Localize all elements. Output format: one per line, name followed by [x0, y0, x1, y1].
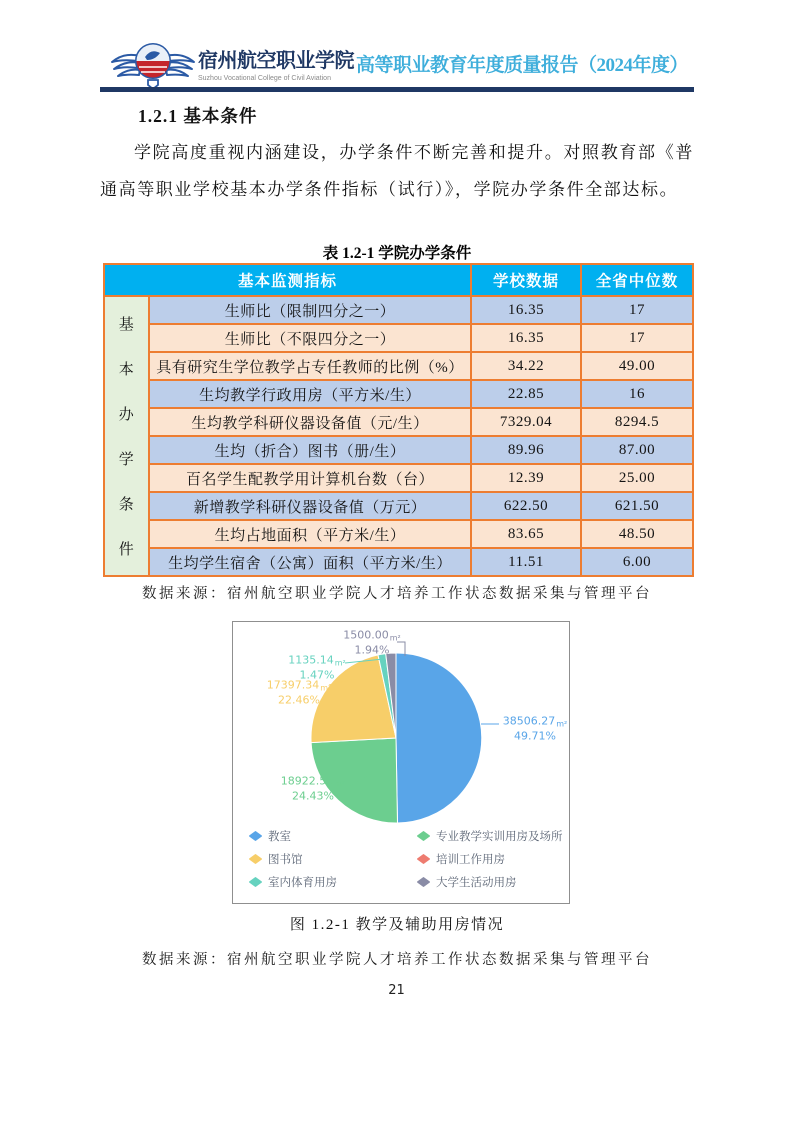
figure-caption: 图 1.2-1 教学及辅助用房情况: [289, 917, 505, 933]
college-name: 宿州航空职业学院: [198, 50, 354, 72]
pie-slice-label: 1500.00m² 1.94%: [343, 628, 401, 657]
legend-item: [417, 874, 563, 890]
indicator-cell: 具有研究生学位教学占专任教师的比例（%）: [149, 352, 471, 380]
province-median-cell: 17: [581, 296, 693, 324]
indicator-cell: 生师比（限制四分之一）: [149, 296, 471, 324]
legend-label: 室内体育用房: [268, 875, 337, 889]
school-data-cell: 11.51: [471, 548, 581, 576]
legend-item: [249, 851, 417, 867]
province-median-cell: 621.50: [581, 492, 693, 520]
province-median-cell: 8294.5: [581, 408, 693, 436]
table-row: [104, 436, 693, 464]
legend-label: 教室: [268, 829, 291, 843]
province-median-cell: 48.50: [581, 520, 693, 548]
pie-chart-figure: [232, 621, 570, 904]
province-median-cell: 87.00: [581, 436, 693, 464]
figure-data-source: 数据来源：宿州航空职业学院人才培养工作状态数据采集与管理平台: [142, 952, 652, 968]
header-divider: [100, 87, 694, 92]
indicator-cell: 生均教学行政用房（平方米/生）: [149, 380, 471, 408]
pie-slice-label: 17397.34m² 22.46%: [266, 678, 332, 707]
indicator-cell: 新增教学科研仪器设备值（万元）: [149, 492, 471, 520]
legend-marker-icon: [417, 877, 430, 887]
school-data-cell: 7329.04: [471, 408, 581, 436]
college-name-english: Suzhou Vocational College of Civil Aviation: [198, 75, 331, 82]
table-caption: 表 1.2-1 学院办学条件: [322, 245, 472, 262]
column-header-indicator: 基本监测指标: [104, 264, 471, 296]
table-row: [104, 296, 693, 324]
column-header-province-median: 全省中位数: [581, 264, 693, 296]
indicator-cell: 生师比（不限四分之一）: [149, 324, 471, 352]
school-data-cell: 89.96: [471, 436, 581, 464]
section-heading: 1.2.1 基本条件: [138, 106, 258, 126]
legend-item: [249, 874, 417, 890]
column-header-school-data: 学校数据: [471, 264, 581, 296]
province-median-cell: 17: [581, 324, 693, 352]
table-row: [104, 324, 693, 352]
college-name-block: [198, 44, 378, 82]
table-header-row: [104, 264, 693, 296]
school-data-cell: 22.85: [471, 380, 581, 408]
legend-marker-icon: [249, 877, 262, 887]
school-data-cell: 622.50: [471, 492, 581, 520]
table-row: [104, 408, 693, 436]
school-data-cell: 83.65: [471, 520, 581, 548]
school-data-cell: 16.35: [471, 324, 581, 352]
province-median-cell: 25.00: [581, 464, 693, 492]
table-row: [104, 520, 693, 548]
legend-label: 专业教学实训用房及场所: [436, 829, 563, 843]
school-data-cell: 12.39: [471, 464, 581, 492]
legend-marker-icon: [417, 854, 430, 864]
province-median-cell: 6.00: [581, 548, 693, 576]
legend-marker-icon: [249, 831, 262, 841]
pie-slice-label: 38506.27m² 49.71%: [502, 714, 568, 743]
legend-item: [417, 851, 563, 867]
pie-slice-label: 18922.55m² 24.43%: [280, 774, 346, 803]
section-paragraph: 学院高度重视内涵建设，办学条件不断完善和提升。对照教育部《普通高等职业学校基本办学条件指标（试行）》，学院办学条件全部达标。: [100, 143, 694, 199]
province-median-cell: 16: [581, 380, 693, 408]
indicator-cell: 生均学生宿舍（公寓）面积（平方米/生）: [149, 548, 471, 576]
legend-item: [417, 828, 563, 844]
school-data-cell: 34.22: [471, 352, 581, 380]
school-data-cell: 16.35: [471, 296, 581, 324]
legend-label: 培训工作用房: [436, 852, 505, 866]
legend-label: 大学生活动用房: [436, 875, 517, 889]
table-data-source: 数据来源：宿州航空职业学院人才培养工作状态数据采集与管理平台: [142, 586, 652, 602]
indicator-cell: 生均占地面积（平方米/生）: [149, 520, 471, 548]
table-row: [104, 352, 693, 380]
province-median-cell: 49.00: [581, 352, 693, 380]
pie-slice: [396, 653, 482, 823]
legend-marker-icon: [249, 854, 262, 864]
table-row: [104, 492, 693, 520]
legend-marker-icon: [417, 831, 430, 841]
table-row: [104, 380, 693, 408]
legend-label: 图书馆: [268, 852, 303, 866]
school-conditions-table: [103, 263, 694, 577]
pie-slice-label: 1135.14m² 1.47%: [288, 653, 346, 682]
legend-item: [249, 828, 417, 844]
chart-legend: [249, 828, 563, 890]
indicator-cell: 百名学生配教学用计算机台数（台）: [149, 464, 471, 492]
row-group-label: 基 本 办 学 条 件: [104, 296, 149, 576]
indicator-cell: 生均（折合）图书（册/生）: [149, 436, 471, 464]
report-title: 高等职业教育年度质量报告（2024年度）: [356, 55, 689, 76]
page-number: 21: [388, 983, 405, 998]
indicator-cell: 生均教学科研仪器设备值（元/生）: [149, 408, 471, 436]
table-row: [104, 464, 693, 492]
table-row: [104, 548, 693, 576]
